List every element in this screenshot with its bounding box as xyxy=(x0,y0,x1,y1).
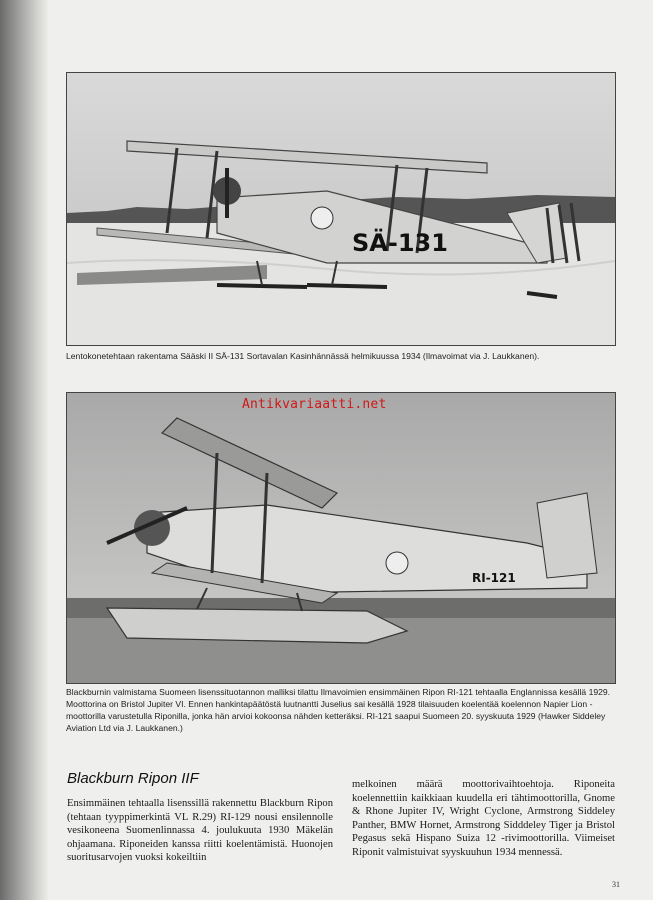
page-number: 31 xyxy=(612,880,620,889)
page-gutter-shadow xyxy=(0,0,48,900)
photo-caption-2: Blackburnin valmistama Suomeen lisenssituotannon malliksi tilattu Ilmavoimien ensimmäinen Ripon RI-121 tehtaalla Englannissa kesällä 1929. Moottorina on Bristol Jupiter VI. Ennen hankintapäätöstä luutnantti Juselius sai kesällä 1928 tilaisuuden koelentää koelennon Napier Lion -moottorilla varustetulla Riponilla, jonka hän arvioi kokoonsa nähden ketteräksi. RI-121 saapui Suomeen 20. syyskuuta 1929 (Hawker Siddeley Aviation Ltd via J. Laukkanen.) xyxy=(66,687,611,733)
aircraft-marking-sa131: SÄ-131 xyxy=(352,229,448,257)
aircraft-marking-ri121: RI-121 xyxy=(472,571,516,585)
saaski-biplane-illustration xyxy=(67,73,615,345)
ripon-seaplane-illustration xyxy=(67,393,615,683)
photo-caption-1: Lentokonetehtaan rakentama Sääski II SÄ-131 Sortavalan Kasinhännässä helmikuussa 1934 (Ilmavoimat via J. Laukkanen). xyxy=(66,351,540,361)
watermark: Antikvariaatti.net xyxy=(242,397,387,412)
photo-saaski-biplane xyxy=(66,72,616,346)
photo-ripon-seaplane xyxy=(66,392,616,684)
article-heading: Blackburn Ripon IIF xyxy=(67,770,199,787)
article-column-right: melkoinen määrä moottorivaihtoehtoja. Riponeita koelennettiin kaikkiaan kuudella eri tähtimoottorilla, Gnome & Rhone Jupiter IV, Wright Cyclone, Armstrong Siddeley Panther, BMW Hornet, Armstrong Sidddeley Tiger ja Bristol Pegasus sekä Hispano Suiza 12 -rivimoottorilla. Viimeiset Riponit valmistuivat syyskuuhun 1934 mennessä. xyxy=(352,779,615,858)
article-column-left: Ensimmäinen tehtaalla lisenssillä rakennettu Blackburn Ripon (tehtaan tyyppimerkintä VL R.29) RI-129 nousi ensilennolle vesikoneena Suomenlinnassa 4. joulukuuta 1930 Mäkelän ohjaamana. Riponeiden kanssa riitti koelentämistä. Huonojen suoritusarvojen vuoksi kokeiltiin xyxy=(67,798,333,864)
